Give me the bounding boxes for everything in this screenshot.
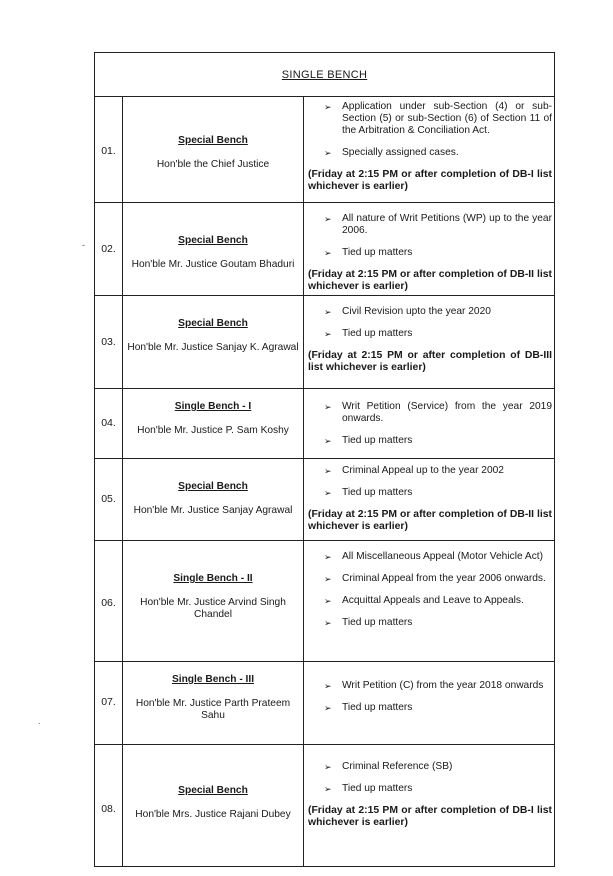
list-item-text: Criminal Appeal up to the year 2002 (342, 465, 504, 476)
bench-title: Special Bench (178, 235, 248, 246)
timing-note: (Friday at 2:15 PM or after completion of DB-III list whichever is earlier) (308, 350, 552, 373)
bench-cell (123, 135, 303, 171)
bench-title: Single Bench - III (171, 674, 255, 685)
table-row (95, 296, 554, 389)
list-item-text: Tied up matters (342, 702, 413, 713)
list-item-text: All nature of Writ Petitions (WP) up to the year 2006. (342, 213, 552, 236)
judge-name: Hon'ble Mr. Justice Goutam Bhaduri (131, 259, 295, 270)
list-item-text: Application under sub-Section (4) or sub-Section (5) or sub-Section (6) of Section 11 of the Arbitration & Conciliation Act. (342, 101, 552, 136)
matters-cell (308, 761, 552, 829)
judge-name: Hon'ble Mrs. Justice Rajani Dubey (135, 809, 291, 820)
page-title: SINGLE BENCH (281, 69, 368, 81)
row-number: 04. (101, 417, 116, 429)
list-item (308, 680, 552, 692)
list-item (308, 573, 552, 585)
list-item-text: Writ Petition (C) from the year 2018 onwards (342, 680, 544, 691)
matters-cell (308, 213, 552, 293)
timing-note: (Friday at 2:15 PM or after completion of DB-II list whichever is earlier) (308, 509, 552, 532)
judge-name: Hon'ble Mr. Justice Parth Prateem Sahu (135, 698, 291, 721)
row-number: 08. (101, 803, 116, 815)
bench-title: Special Bench (178, 318, 248, 329)
bench-table (94, 52, 555, 867)
bench-cell (123, 401, 303, 437)
arrow-bullet-icon: ➢ (324, 596, 332, 606)
bench-title: Single Bench - II (173, 573, 253, 584)
list-item-text: Tied up matters (342, 783, 413, 794)
matters-cell (308, 680, 552, 724)
list-item-text: Tied up matters (342, 617, 413, 628)
list-item-text: Tied up matters (342, 435, 413, 446)
matters-cell (308, 465, 552, 533)
arrow-bullet-icon: ➢ (324, 784, 332, 794)
judge-name: Hon'ble Mr. Justice Sanjay K. Agrawal (127, 342, 299, 353)
scan-mark: . (38, 716, 41, 726)
arrow-bullet-icon: ➢ (324, 307, 332, 317)
judge-name: Hon'ble the Chief Justice (156, 159, 270, 170)
arrow-bullet-icon: ➢ (324, 214, 332, 224)
list-item (308, 247, 552, 259)
arrow-bullet-icon: ➢ (324, 466, 332, 476)
list-item (308, 465, 552, 477)
row-number: 03. (101, 336, 116, 348)
matters-cell (308, 306, 552, 374)
table-row (95, 389, 554, 459)
arrow-bullet-icon: ➢ (324, 574, 332, 584)
table-row (95, 203, 554, 296)
list-item (308, 487, 552, 499)
table-row (95, 541, 554, 662)
row-number: 01. (101, 145, 116, 157)
list-item-text: Tied up matters (342, 487, 413, 498)
matters-cell (308, 101, 552, 193)
list-item-text: Tied up matters (342, 247, 413, 258)
arrow-bullet-icon: ➢ (324, 248, 332, 258)
table-row (95, 745, 554, 868)
list-item-text: Criminal Reference (SB) (342, 761, 453, 772)
list-item (308, 435, 552, 447)
row-number: 06. (101, 597, 116, 609)
list-item (308, 328, 552, 340)
arrow-bullet-icon: ➢ (324, 488, 332, 498)
arrow-bullet-icon: ➢ (324, 552, 332, 562)
matters-cell (308, 551, 552, 639)
bench-title: Special Bench (178, 135, 248, 146)
list-item (308, 595, 552, 607)
arrow-bullet-icon: ➢ (324, 148, 332, 158)
list-item (308, 401, 552, 425)
list-item-text: Tied up matters (342, 328, 413, 339)
bench-title: Special Bench (178, 785, 248, 796)
bench-cell (123, 674, 303, 722)
timing-note: (Friday at 2:15 PM or after completion of DB-I list whichever is earlier) (308, 169, 552, 192)
list-item (308, 147, 552, 159)
arrow-bullet-icon: ➢ (324, 436, 332, 446)
table-row (95, 662, 554, 745)
arrow-bullet-icon: ➢ (324, 618, 332, 628)
list-item (308, 761, 552, 773)
bench-cell (123, 785, 303, 821)
arrow-bullet-icon: ➢ (324, 703, 332, 713)
list-item-text: Specially assigned cases. (342, 147, 459, 158)
row-number: 02. (101, 243, 116, 255)
scan-mark: - (82, 240, 85, 250)
list-item-text: All Miscellaneous Appeal (Motor Vehicle Act) (342, 551, 544, 562)
list-item-text: Writ Petition (Service) from the year 2019 onwards. (342, 401, 552, 424)
bench-cell (123, 573, 303, 621)
table-heading (95, 53, 554, 97)
arrow-bullet-icon: ➢ (324, 402, 332, 412)
list-item-text: Civil Revision upto the year 2020 (342, 306, 491, 317)
row-number: 07. (101, 696, 116, 708)
list-item (308, 551, 552, 563)
arrow-bullet-icon: ➢ (324, 329, 332, 339)
bench-cell (123, 481, 303, 517)
list-item-text: Acquittal Appeals and Leave to Appeals. (342, 595, 524, 606)
list-item (308, 617, 552, 629)
timing-note: (Friday at 2:15 PM or after completion of DB-I list whichever is earlier) (308, 805, 552, 828)
list-item-text: Criminal Appeal from the year 2006 onwards. (342, 573, 546, 584)
arrow-bullet-icon: ➢ (324, 681, 332, 691)
bench-title: Single Bench - I (174, 401, 252, 412)
timing-note: (Friday at 2:15 PM or after completion of DB-II list whichever is earlier) (308, 269, 552, 292)
list-item (308, 783, 552, 795)
table-row (95, 459, 554, 541)
list-item (308, 101, 552, 137)
list-item (308, 213, 552, 237)
judge-name: Hon'ble Mr. Justice Arvind Singh Chandel (140, 597, 286, 620)
arrow-bullet-icon: ➢ (324, 102, 332, 112)
list-item (308, 306, 552, 318)
judge-name: Hon'ble Mr. Justice P. Sam Koshy (137, 425, 289, 436)
table-row (95, 97, 554, 203)
row-number: 05. (101, 493, 116, 505)
matters-cell (308, 401, 552, 457)
list-item (308, 702, 552, 714)
bench-cell (123, 235, 303, 271)
bench-title: Special Bench (178, 481, 248, 492)
judge-name: Hon'ble Mr. Justice Sanjay Agrawal (133, 505, 293, 516)
arrow-bullet-icon: ➢ (324, 762, 332, 772)
bench-cell (123, 318, 303, 354)
